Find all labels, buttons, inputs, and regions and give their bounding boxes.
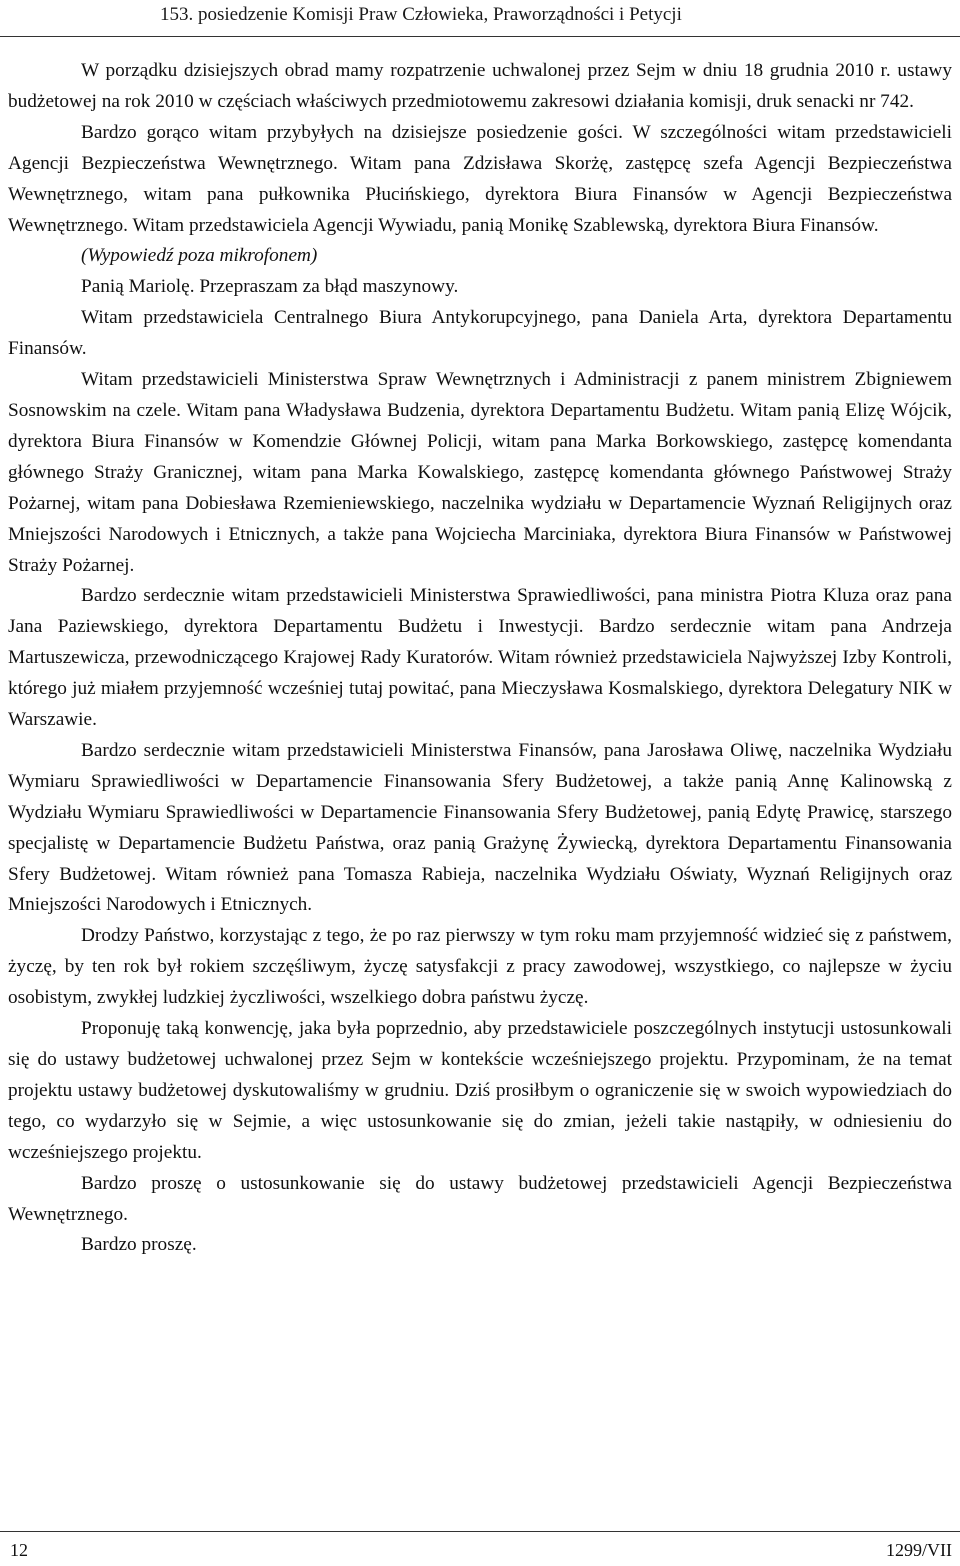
page-header <box>0 0 960 37</box>
off-mic-remark: (Wypowiedź poza mikrofonem) <box>81 245 318 267</box>
paragraph-welcome-mf: Bardzo serdecznie witam przedstawicieli Ministerstwa Finansów, pana Jarosława Oliwę, naczelnika Wydziału Wymiaru Sprawiedliwości w Departamencie Finansowania Sfery Budżetowej, a także panią Annę Kalinowską z Wydziału Wymiaru Sprawiedliwości w Departamencie Finansowania Sfery Budżetowej, panią Edytę Prawicę, starszego specjalistę w Departamencie Budżetu Państwa, oraz panią Grażynę Żywiecką, dyrektora Departamentu Finansowania Sfery Budżetowej. Witam również pana Tomasza Rabieja, naczelnika Wydziału Oświaty, Wyznań Religijnych oraz Mniejszości Narodowych i Etnicznych. <box>8 739 952 916</box>
paragraph-welcome-cba: Witam przedstawiciela Centralnego Biura Antykorupcyjnego, pana Daniela Arta, dyrektora Departamentu Finansów. <box>8 307 952 360</box>
paragraph-welcome-abw: Bardzo gorąco witam przybyłych na dzisiejsze posiedzenie gości. W szczególności witam przedstawicieli Agencji Bezpieczeństwa Wewnętrznego. Witam pana Zdzisława Skorżę, zastępcę szefa Agencji Bezpieczeństwa Wewnętrznego, witam pana pułkownika Płucińskiego, dyrektora Biura Finansów w Agencji Bezpieczeństwa Wewnętrznego. Witam przedstawiciela Agencji Wywiadu, panią Monikę Szablewską, dyrektora Biura Finansów. <box>8 121 952 236</box>
paragraph-wishes: Drodzy Państwo, korzystając z tego, że po raz pierwszy w tym roku mam przyjemność widzieć się z państwem, życzę, by ten rok był rokiem szczęśliwym, życzę satysfakcji z pracy zawodowej, wszystkiego, co najlepsze w życiu osobistym, zwykłej ludzkiej życzliwości, wszelkiego dobra państwu życzę. <box>8 925 952 1009</box>
paragraph-procedure: Proponuję taką konwencję, jaka była poprzednio, aby przedstawiciele poszczególnych instytucji ustosunkowali się do ustawy budżetowej uchwalonej przez Sejm w kontekście wcześniejszego projektu. Przypominam, że na temat projektu ustawy budżetowej dyskutowaliśmy w grudniu. Dziś prosiłbym o ograniczenie się w swoich wypowiedziach do tego, co wydarzyło się w Sejmie, a więc ustosunkowanie się do zmian, jeżeli takie nastąpiły, w odniesieniu do wcześniejszego projektu. <box>8 1018 952 1163</box>
document-reference: 1299/VII <box>886 1540 952 1560</box>
header-title: 153. posiedzenie Komisji Praw Człowieka, Praworządności i Petycji <box>160 4 682 25</box>
paragraph-welcome-mswia: Witam przedstawicieli Ministerstwa Spraw Wewnętrznych i Administracji z panem ministrem Zbigniewem Sosnowskim na czele. Witam pana Władysława Budzenia, dyrektora Departamentu Budżetu. Witam panią Elizę Wójcik, dyrektora Biura Finansów w Komendzie Głównej Policji, witam pana Marka Borkowskiego, zastępcę komendanta głównego Straży Granicznej, witam pana Marka Kowalskiego, zastępcę komendanta głównego Państwowej Straży Pożarnej, witam pana Dobiesława Rzemieniewskiego, naczelnika wydziału w Departamencie Wyznań Religijnych oraz Mniejszości Narodowych i Etnicznych, a także pana Wojciecha Marciniaka, dyrektora Biura Finansów w Państwowej Straży Pożarnej. <box>8 369 952 576</box>
paragraph-remark <box>8 241 952 272</box>
paragraph-please: Bardzo proszę. <box>81 1234 197 1256</box>
document-body <box>8 56 952 1261</box>
paragraph-correction: Panią Mariolę. Przepraszam za błąd maszynowy. <box>81 276 459 298</box>
page-footer <box>0 1531 960 1566</box>
paragraph-agenda: W porządku dzisiejszych obrad mamy rozpatrzenie uchwalonej przez Sejm w dniu 18 grudnia 2010 r. ustawy budżetowej na rok 2010 w częściach właściwych przedmiotowemu zakresowi działania komisji, druk senacki nr 742. <box>8 60 952 112</box>
page-number: 12 <box>10 1540 28 1560</box>
paragraph-welcome-ms: Bardzo serdecznie witam przedstawicieli Ministerstwa Sprawiedliwości, pana ministra Piotra Kluza oraz pana Jana Paziewskiego, dyrektora Departamentu Budżetu i Inwestycji. Bardzo serdecznie witam pana Andrzeja Martuszewicza, przewodniczącego Krajowej Rady Kuratorów. Witam również przedstawiciela Najwyższej Izby Kontroli, którego już miałem przyjemność wcześniej tutaj powitać, pana Mieczysława Kosmalskiego, dyrektora Delegatury NIK w Warszawie. <box>8 585 952 731</box>
paragraph-request: Bardzo proszę o ustosunkowanie się do ustawy budżetowej przedstawicieli Agencji Bezpieczeństwa Wewnętrznego. <box>8 1172 952 1225</box>
